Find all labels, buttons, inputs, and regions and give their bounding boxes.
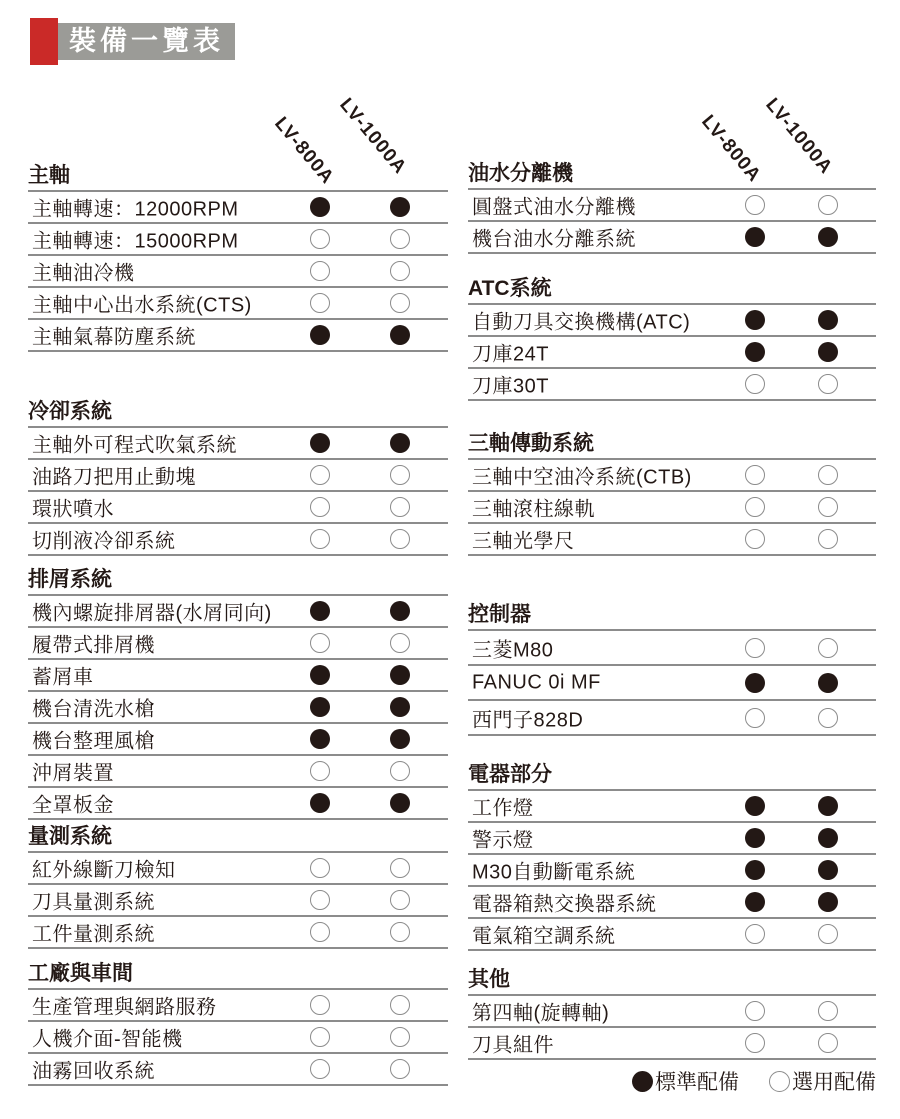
mark-lv800a [310,697,330,717]
section-factory-workshop [28,962,448,1086]
mark-lv800a [310,890,330,910]
mark-lv800a [745,1001,765,1021]
row-label: 沖屑裝置 [32,762,114,785]
row-label: 主軸氣幕防塵系統 [32,326,196,349]
mark-lv800a [745,860,765,880]
row-label: FANUC 0i MF [472,671,601,693]
legend-standard-label: 標準配備 [655,1071,739,1094]
mark-lv800a [310,229,330,249]
mark-lv1000a [818,708,838,728]
table-row [468,631,876,666]
mark-lv1000a [818,227,838,247]
row-label: 西門子828D [472,709,584,731]
table-row [468,701,876,736]
mark-lv800a [745,374,765,394]
mark-lv800a [745,638,765,658]
table-row [28,224,448,256]
mark-lv1000a [390,433,410,453]
row-label: 三軸中空油冷系統(CTB) [472,466,692,489]
table-row [28,1022,448,1054]
mark-lv1000a [390,697,410,717]
mark-lv1000a [390,197,410,217]
legend-optional [769,1066,876,1096]
mark-lv1000a [818,1033,838,1053]
table-row [28,460,448,492]
section-header: 油水分離機 [468,162,876,190]
mark-lv1000a [390,761,410,781]
legend-optional-label: 選用配備 [792,1071,876,1094]
mark-lv1000a [818,638,838,658]
mark-lv800a [310,433,330,453]
mark-lv800a [310,761,330,781]
mark-lv800a [310,601,330,621]
row-label: 主軸中心出水系統(CTS) [32,294,252,317]
mark-lv800a [745,892,765,912]
section-header: 其他 [468,968,876,996]
mark-lv1000a [818,310,838,330]
row-label: 全罩板金 [32,794,114,817]
mark-lv1000a [818,828,838,848]
table-row [28,724,448,756]
mark-lv1000a [818,1001,838,1021]
table-row [28,917,448,949]
row-label: 三軸滾柱線軌 [472,498,595,521]
table-row [28,428,448,460]
section-chip-removal [28,568,448,820]
filled-circle-icon [632,1071,653,1092]
table-row [468,823,876,855]
mark-lv800a [310,529,330,549]
row-label: 主軸油冷機 [32,262,135,285]
table-row [468,492,876,524]
section-header: 冷卻系統 [28,400,448,428]
mark-lv1000a [818,374,838,394]
table-row [468,222,876,254]
column-header-lv1000a-left: LV-1000A [335,94,411,179]
mark-lv1000a [818,796,838,816]
mark-lv1000a [818,465,838,485]
row-label: 環狀噴水 [32,498,114,521]
row-label: 紅外線斷刀檢知 [32,859,176,882]
mark-lv1000a [818,673,838,693]
mark-lv800a [745,227,765,247]
table-row [468,996,876,1028]
row-label: 人機介面-智能機 [32,1028,183,1051]
table-row [28,256,448,288]
section-other [468,968,876,1060]
open-circle-icon [769,1071,790,1092]
row-label: 警示燈 [472,829,534,852]
mark-lv1000a [818,529,838,549]
mark-lv800a [745,828,765,848]
mark-lv1000a [390,922,410,942]
title-red-accent [30,18,58,65]
row-label: 主軸外可程式吹氣系統 [32,434,237,457]
row-label: 電氣箱空調系統 [472,925,616,948]
table-row [28,853,448,885]
table-row [468,1028,876,1060]
table-row [468,887,876,919]
mark-lv800a [310,922,330,942]
mark-lv800a [745,796,765,816]
mark-lv800a [745,529,765,549]
mark-lv1000a [818,860,838,880]
legend-standard [632,1066,739,1096]
mark-lv1000a [390,729,410,749]
section-header: ATC系統 [468,277,876,305]
mark-lv1000a [390,890,410,910]
table-row [28,596,448,628]
table-row [468,369,876,401]
mark-lv1000a [390,497,410,517]
row-label: 機台整理風槍 [32,730,155,753]
table-row [28,192,448,224]
table-row [28,628,448,660]
section-three-axis-drive [468,432,876,556]
mark-lv800a [745,310,765,330]
mark-lv1000a [390,665,410,685]
row-label: 三菱M80 [472,639,554,661]
table-row [28,320,448,352]
table-row [468,855,876,887]
table-row [468,460,876,492]
mark-lv1000a [390,1027,410,1047]
mark-lv800a [745,708,765,728]
section-header: 電器部分 [468,763,876,791]
mark-lv800a [310,497,330,517]
row-label: 機台油水分離系統 [472,228,636,251]
mark-lv1000a [390,793,410,813]
mark-lv800a [745,924,765,944]
table-row [468,305,876,337]
mark-lv800a [310,995,330,1015]
row-label: 主軸轉速：12000RPM [32,198,239,221]
row-label: 生產管理與網路服務 [32,996,217,1019]
mark-lv1000a [390,465,410,485]
row-label: 油霧回收系統 [32,1060,155,1083]
section-atc [468,277,876,401]
row-label: 第四軸(旋轉軸) [472,1002,610,1025]
table-row [468,791,876,823]
row-label: 工件量測系統 [32,923,155,946]
table-row [28,756,448,788]
mark-lv1000a [390,261,410,281]
mark-lv800a [310,633,330,653]
table-row [28,660,448,692]
row-label: 切削液冷卻系統 [32,530,176,553]
mark-lv1000a [390,858,410,878]
row-label: 三軸光學尺 [472,530,575,553]
row-label: 履帶式排屑機 [32,634,155,657]
table-row [28,692,448,724]
row-label: 刀具組件 [472,1034,554,1057]
mark-lv1000a [818,892,838,912]
mark-lv800a [310,465,330,485]
mark-lv800a [745,465,765,485]
page-title: 裝備一覽表 [58,23,235,60]
table-row [28,492,448,524]
section-header: 主軸 [28,164,448,192]
mark-lv1000a [390,293,410,313]
table-row [28,885,448,917]
mark-lv800a [310,325,330,345]
mark-lv800a [310,293,330,313]
mark-lv1000a [818,195,838,215]
table-row [468,337,876,369]
column-header-lv1000a-right: LV-1000A [761,94,837,179]
mark-lv800a [745,1033,765,1053]
mark-lv1000a [390,529,410,549]
row-label: 刀庫24T [472,343,549,366]
mark-lv800a [745,342,765,362]
mark-lv1000a [818,497,838,517]
row-label: 工作燈 [472,797,534,820]
mark-lv1000a [390,1059,410,1079]
table-row [28,524,448,556]
column-header-lv800a-left: LV-800A [270,113,339,189]
table-row [28,288,448,320]
row-label: 機台清洗水槍 [32,698,155,721]
section-header: 三軸傳動系統 [468,432,876,460]
section-header: 排屑系統 [28,568,448,596]
column-header-lv800a-right: LV-800A [697,111,766,187]
row-label: 油路刀把用止動塊 [32,466,196,489]
table-row [468,666,876,701]
section-controller [468,603,876,736]
mark-lv800a [310,858,330,878]
row-label: 圓盤式油水分離機 [472,196,636,219]
mark-lv800a [310,1027,330,1047]
section-header: 控制器 [468,603,876,631]
table-row [28,990,448,1022]
mark-lv800a [745,497,765,517]
mark-lv1000a [390,229,410,249]
mark-lv800a [310,261,330,281]
row-label: M30自動斷電系統 [472,861,636,884]
legend [632,1066,876,1096]
section-header: 量測系統 [28,825,448,853]
mark-lv800a [310,1059,330,1079]
table-row [28,788,448,820]
section-measurement [28,825,448,949]
mark-lv1000a [390,325,410,345]
mark-lv1000a [390,995,410,1015]
section-cooling [28,400,448,556]
mark-lv1000a [818,342,838,362]
row-label: 機內螺旋排屑器(水屑同向) [32,602,272,625]
row-label: 主軸轉速：15000RPM [32,230,239,253]
table-row [468,190,876,222]
row-label: 蓄屑車 [32,666,94,689]
mark-lv1000a [818,924,838,944]
row-label: 刀具量測系統 [32,891,155,914]
mark-lv800a [745,673,765,693]
row-label: 刀庫30T [472,375,549,398]
section-oil-water-separator [468,162,876,254]
mark-lv800a [310,793,330,813]
section-header: 工廠與車間 [28,962,448,990]
table-row [468,919,876,951]
row-label: 自動刀具交換機構(ATC) [472,311,691,334]
table-row [28,1054,448,1086]
mark-lv800a [310,729,330,749]
section-spindle [28,164,448,352]
row-label: 電器箱熱交換器系統 [472,893,657,916]
mark-lv1000a [390,601,410,621]
mark-lv800a [745,195,765,215]
mark-lv800a [310,197,330,217]
table-row [468,524,876,556]
section-electrical [468,763,876,951]
mark-lv1000a [390,633,410,653]
mark-lv800a [310,665,330,685]
